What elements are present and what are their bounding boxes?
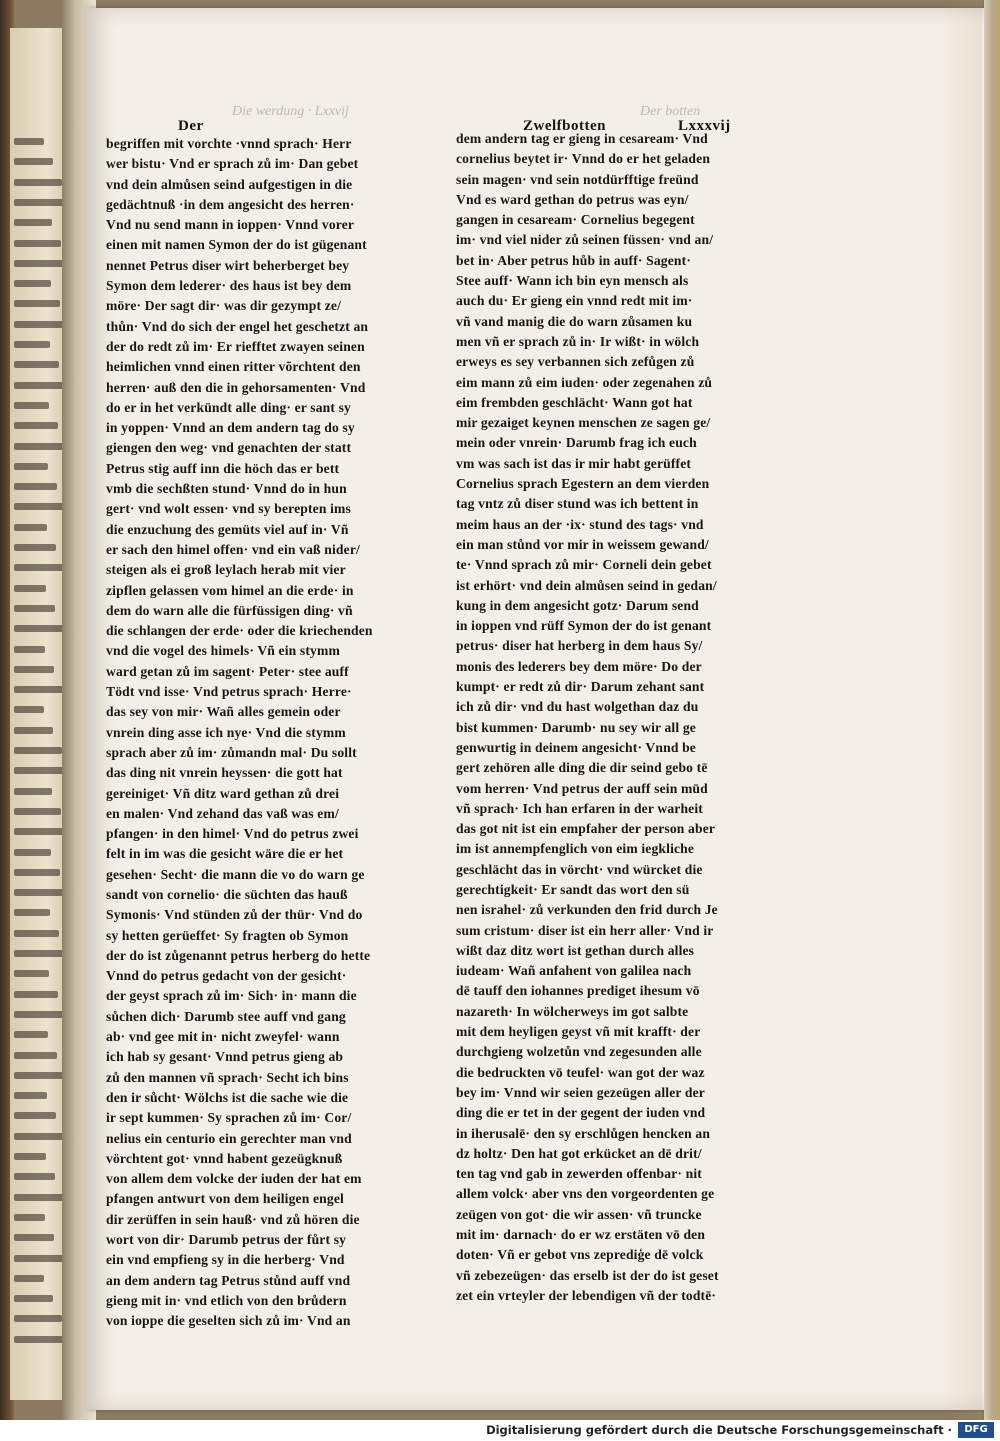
text-line: dem andern tag er gieng in cesaream· Vnd — [456, 131, 708, 146]
text-line: ward getan zů im sagent· Peter· stee auff — [106, 663, 349, 679]
text-line: genwurtig in deinem angesicht· Vnnd be — [456, 739, 696, 755]
right-page-edge — [984, 0, 1000, 1420]
text-line: giengen den weg· vnd genachten der statt — [106, 440, 352, 456]
text-line: gesehen· Secht· die mann die vo do warn ge — [106, 866, 365, 882]
text-line: Vnd es ward gethan do petrus was eyn/ — [456, 191, 689, 207]
text-line: in yoppen· Vnnd an dem andern tag do sy — [106, 420, 355, 436]
text-line: ein man stůnd vor mir in weissem gewand/ — [456, 536, 709, 552]
text-line: das sey von mir· Wañ alles gemein oder — [106, 704, 341, 720]
text-line: nazareth· In wölcherweys im got salbte — [456, 1003, 689, 1019]
text-line: pfangen antwurt von dem heiligen engel — [106, 1191, 344, 1207]
text-line: sum cristum· diser ist ein herr aller· Vnd ir — [456, 922, 714, 938]
left-leaf-text-fragment — [14, 544, 56, 551]
left-leaf-text-fragment — [14, 909, 50, 916]
text-line: dz holtz· Den hat got erkücket an dē drit/ — [456, 1145, 702, 1161]
text-line: vnrein ding asse ich nye· Vnd die stymm — [106, 724, 346, 740]
text-line: allem volck· aber vns den vorgeordenten ge — [456, 1186, 715, 1202]
text-line: thůn· Vnd do sich der engel het geschetzt an — [106, 318, 369, 334]
text-line: ten tag vnd gab in zewerden offenbar· nit — [456, 1166, 702, 1182]
text-line: ir sept kummen· Sy sprachen zů im· Cor/ — [106, 1110, 352, 1126]
text-line: erweys es sey verbannen sich zefůgen zů — [456, 354, 695, 370]
left-leaf-text-fragment — [14, 889, 69, 896]
left-leaf-text-fragment — [14, 341, 50, 348]
text-line: ding die er tet in der gegent der iuden vnd — [456, 1105, 706, 1121]
text-line: Petrus stig auff inn die höch das er bett — [106, 460, 340, 476]
text-line: wer bistu· Vnd er sprach zů im· Dan gebet — [106, 156, 359, 172]
left-leaf-text-fragment — [14, 321, 69, 328]
folio-number: Lxxxvij — [678, 118, 731, 134]
left-leaf-text-fragment — [14, 1031, 48, 1038]
left-leaf-text-fragment — [14, 930, 59, 937]
text-line: sein magen· vnd sein notdürfftige freünd — [456, 171, 699, 187]
left-leaf-text-fragment — [14, 158, 53, 165]
text-line: mit dem heyligen geyst vñ mit krafft· der — [456, 1024, 701, 1040]
funding-credit: Digitalisierung gefördert durch die Deutsche Forschungsgemeinschaft · — [486, 1423, 952, 1437]
text-line: vnd die vogel des himels· Vñ ein stymm — [106, 643, 340, 659]
text-line: Vnnd do petrus gedacht von der gesicht· — [106, 968, 347, 984]
left-leaf-text-fragment — [14, 686, 63, 693]
text-line: sy hetten gerüeffet· Sy fragten ob Symon — [106, 927, 349, 943]
text-line: vm was sach ist das ir mir habt gerüffet — [456, 455, 692, 471]
text-line: petrus· diser hat herberg in dem haus Sy/ — [456, 638, 703, 654]
left-leaf-text-fragment — [14, 422, 58, 429]
text-line: gerechtigkeit· Er sandt das wort den sü — [456, 881, 690, 897]
text-line: dir zerüffen in sein hauß· vnd zů hören die — [106, 1211, 360, 1227]
text-line: das ding nit vnrein heyssen· die gott hat — [106, 765, 343, 781]
text-line: dē tauff den iohannes prediget ihesum vō — [456, 983, 700, 999]
text-line: wort von dir· Darumb petrus der fůrt sy — [106, 1232, 347, 1248]
left-leaf-text-fragment — [14, 1194, 64, 1201]
left-leaf-text-fragment — [14, 605, 55, 612]
left-leaf-text-fragment — [14, 1255, 63, 1262]
left-leaf-text-fragment — [14, 1315, 62, 1322]
text-line: vörchtent got· vnnd habent gezeügknuß — [106, 1150, 343, 1166]
text-line: steigen als ei groß leylach herab mit vier — [106, 562, 346, 578]
running-head-center: Zwelfbotten — [523, 118, 606, 134]
text-line: an dem andern tag Petrus stůnd auff vnd — [106, 1272, 351, 1288]
text-line: die bedruckten vō teufel· wan got der waz — [456, 1064, 705, 1080]
left-leaf-text-fragment — [14, 808, 61, 815]
left-leaf-text-fragment — [14, 1133, 65, 1140]
text-line: meim haus an der ·ix· stund des tags· vnd — [456, 516, 704, 532]
text-line: dem do warn alle die fürfüssigen ding· vñ — [106, 602, 353, 618]
text-line: kung in dem angesicht gotz· Darum send — [456, 597, 699, 613]
left-leaf-text-fragment — [14, 443, 67, 450]
left-leaf-text-fragment — [14, 483, 57, 490]
text-line: eim mann zů eim iuden· oder zegenahen zů — [456, 374, 713, 390]
left-leaf-text-fragment — [14, 503, 66, 510]
text-line: im ist annempfenglich von eim iegkliche — [456, 841, 695, 857]
text-line: gieng mit in· vnd etlich von den brůdern — [106, 1292, 347, 1308]
dfg-logo: DFG — [958, 1422, 994, 1438]
text-line: bet in· Aber petrus hůb in auff· Sagent· — [456, 252, 692, 268]
text-line: von ioppe die geselten sich zů im· Vnd an — [106, 1313, 351, 1329]
left-leaf-text-fragment — [14, 1173, 55, 1180]
left-leaf-text-fragment — [14, 625, 64, 632]
text-line: en malen· Vnd zehand das vaß was em/ — [106, 805, 339, 821]
text-line: einen mit namen Symon der do ist gügenant — [106, 237, 367, 253]
left-leaf-text-fragment — [14, 138, 44, 145]
text-line: begriffen mit vorchte ·vnnd sprach· Herr — [106, 136, 352, 151]
text-line: doten· Vñ er gebot vns zeprediģe dē volck — [456, 1247, 704, 1263]
left-leaf-text-fragment — [14, 402, 49, 409]
text-line: ich zů dir· vnd du hast wolgethan daz du — [456, 699, 699, 715]
left-leaf-text-fragment — [14, 950, 68, 957]
text-line: den ir sůcht· Wölchs ist die sache wie die — [106, 1089, 349, 1105]
text-line: vnd dein almůsen seind aufgestigen in die — [106, 176, 353, 192]
text-line: herren· auß den die in gehorsamenten· Vnd — [106, 379, 366, 395]
text-line: vñ zebezeügen· das erselb ist der do ist geset — [456, 1267, 719, 1283]
text-line: zů den mannen vñ sprach· Secht ich bins — [106, 1069, 349, 1085]
text-line: bey im· Vnnd wir seien gezeügen aller der — [456, 1084, 705, 1100]
left-leaf-text-fragment — [14, 179, 62, 186]
text-line: tag vntz zů diser stund was ich bettent in — [456, 496, 699, 512]
text-line: zipflen gelassen vom himel an die erde· in — [106, 582, 354, 598]
text-line: wißt daz ditz wort ist gethan durch alles — [456, 942, 695, 958]
left-leaf-text-fragment — [14, 991, 58, 998]
left-leaf-text-fragment — [14, 1295, 53, 1302]
text-line: Symonis· Vnd stünden zů der thür· Vnd do — [106, 907, 363, 923]
left-leaf-text-fragment — [14, 240, 61, 247]
text-column-left — [106, 134, 412, 1332]
text-line: Cornelius sprach Egestern an dem vierden — [456, 476, 710, 492]
left-leaf-text-fragment — [14, 564, 65, 571]
text-line: vom herren· Vnd petrus der auff sein mūd — [456, 780, 708, 796]
text-line: zeügen von got· die wir assen· vñ truncke — [456, 1206, 702, 1222]
text-line: nelius ein centurio ein gerechter man vnd — [106, 1130, 352, 1146]
left-leaf-text-fragment — [14, 1153, 46, 1160]
left-leaf-text-fragment — [14, 666, 54, 673]
text-line: sůchen dich· Darumb stee auff vnd gang — [106, 1008, 346, 1024]
left-leaf-text-fragment — [14, 1092, 47, 1099]
left-leaf-text-fragment — [14, 646, 45, 653]
text-line: mein oder vnrein· Darumb frag ich euch — [456, 435, 697, 451]
text-line: in ioppen vnd rüff Symon der do ist genant — [456, 618, 712, 634]
text-line: eim frembden geschlächt· Wann got hat — [456, 394, 693, 410]
text-line: möre· Der sagt dir· was dir gezympt ze/ — [106, 298, 342, 314]
left-leaf-text-fragment — [14, 1112, 56, 1119]
left-leaf-text-fragment — [14, 706, 44, 713]
left-leaf-text-fragment — [14, 219, 52, 226]
text-line: heimlichen vnnd einen ritter võrchtent den — [106, 359, 361, 375]
bleed-through-right: Der botten — [640, 104, 701, 119]
left-leaf-text-fragment — [14, 382, 68, 389]
text-line: von allem dem volcke der iuden der hat em — [106, 1171, 362, 1187]
text-line: geschlächt das in vörcht· vnd würcket die — [456, 861, 703, 877]
left-leaf-text-fragment — [14, 1072, 66, 1079]
left-leaf-text-fragment — [14, 1214, 45, 1221]
text-line: vñ sprach· Ich han erfaren in der warheit — [456, 800, 703, 816]
left-leaf-text-fragment — [14, 300, 60, 307]
text-line: sprach aber zů im· zůmandn mal· Du sollt — [106, 744, 357, 760]
text-line: gangen in cesaream· Cornelius begegent — [456, 212, 695, 228]
text-line: felt in im was die gesicht wäre die er het — [106, 846, 344, 862]
text-line: gereiniget· Vñ ditz ward gethan zů drei — [106, 785, 340, 801]
text-line: im· vnd viel nider zů seinen füssen· vnd an/ — [456, 232, 714, 248]
text-line: Vnd nu send mann in ioppen· Vnnd vorer — [106, 217, 355, 233]
left-leaf-text-fragment — [14, 1011, 67, 1018]
text-line: mit im· darnach· do er wz erstäten vō den — [456, 1227, 706, 1243]
text-line: sandt von cornelio· die süchten das hauß — [106, 886, 348, 902]
text-line: do er in het verkündt alle ding· er sant sy — [106, 399, 351, 415]
left-leaf-text-fragment — [14, 1052, 57, 1059]
text-line: das got nit ist ein empfaher der person aber — [456, 821, 716, 837]
left-leaf-text-fragment — [14, 747, 62, 754]
left-leaf-text-fragment — [14, 524, 47, 531]
text-line: gert zehören alle ding die dir seind gebo tē — [456, 760, 708, 776]
text-line: der do redt zů im· Er riefftet zwayen seinen — [106, 338, 365, 354]
text-line: in iherusalē· den sy erschlůgen hencken an — [456, 1125, 711, 1141]
text-line: der geyst sprach zů im· Sich· in· mann die — [106, 988, 357, 1004]
left-leaf-text-fragment — [14, 361, 59, 368]
running-head-left: Der — [178, 118, 204, 134]
text-line: cornelius beytet ir· Vnnd do er het geladen — [456, 151, 711, 167]
text-line: vmb die sechßten stund· Vnnd do in hun — [106, 481, 347, 497]
text-line: die enzuchung des gemüts viel auf in· Vñ — [106, 521, 349, 537]
text-line: vñ vand manig die do warn zůsamen ku — [456, 313, 693, 329]
text-line: pfangen· in den himel· Vnd do petrus zwei — [106, 826, 359, 842]
text-line: zet ein vrteyler der lebendigen vñ der todtē· — [456, 1287, 717, 1303]
text-line: nen israhel· zů verkunden den frid durch Je — [456, 902, 718, 918]
text-line: monis des lederers bey dem möre· Do der — [456, 658, 702, 674]
text-column-right — [456, 129, 738, 1306]
left-leaf-text-fragment — [14, 1234, 54, 1241]
text-line: er sach den himel offen· vnd ein vaß nider/ — [106, 541, 360, 557]
text-line: gert· vnd wolt essen· vnd sy berepten ims — [106, 501, 351, 517]
text-line: die schlangen der erde· oder die kriechenden — [106, 623, 373, 639]
page-stain — [942, 0, 982, 1420]
text-line: durchgieng wolzetůn vnd zegesunden alle — [456, 1044, 702, 1060]
text-line: Tödt vnd isse· Vnd petrus sprach· Herre· — [106, 684, 352, 700]
bleed-through-left: Die werdung · Lxxvij — [232, 104, 349, 119]
text-line: kumpt· er redt zů dir· Darum zehant sant — [456, 679, 705, 695]
left-leaf-text-fragment — [14, 1275, 44, 1282]
left-leaf-text-fragment — [14, 970, 49, 977]
text-line: bist kummen· Darumb· nu sey wir all ge — [456, 719, 696, 735]
text-line: gedächtnuß ·in dem angesicht des herren· — [106, 196, 355, 212]
text-line: ab· vnd gee mit in· nicht zweyfel· wann — [106, 1029, 340, 1045]
text-line: Stee auff· Wann ich bin eyn mensch als — [456, 273, 689, 289]
text-line: te· Vnnd sprach zů mir· Corneli dein gebet — [456, 557, 712, 573]
text-line: iudeam· Wañ anfahent von galilea nach — [456, 963, 692, 979]
text-line: nennet Petrus diser wirt beherberget bey — [106, 257, 350, 273]
text-line: Symon dem lederer· des haus ist bey dem — [106, 278, 352, 294]
text-line: ist erhört· vnd dein almůsen seind in gedan/ — [456, 577, 717, 593]
left-leaf-text-fragment — [14, 788, 52, 795]
text-line: ein vnd empfieng sy in die herberg· Vnd — [106, 1252, 345, 1268]
text-line: ich hab sy gesant· Vnnd petrus gieng ab — [106, 1049, 344, 1065]
left-leaf-text-fragment — [14, 463, 48, 470]
text-line: men vñ er sprach zů in· Ir wißt· in wölch — [456, 333, 700, 349]
footer-bar — [0, 1420, 1000, 1441]
left-leaf-text-fragment — [14, 280, 51, 287]
text-line: mir gezaiget keynen menschen ze sagen ge/ — [456, 415, 711, 431]
left-leaf-text-fragment — [14, 727, 53, 734]
text-line: auch du· Er gieng ein vnnd redt mit im· — [456, 293, 693, 309]
left-leaf-text-fragment — [14, 869, 60, 876]
left-leaf-text-fragment — [14, 849, 51, 856]
left-leaf-text-fragment — [14, 585, 46, 592]
text-line: der do ist zůgenannt petrus herberg do hette — [106, 947, 371, 963]
